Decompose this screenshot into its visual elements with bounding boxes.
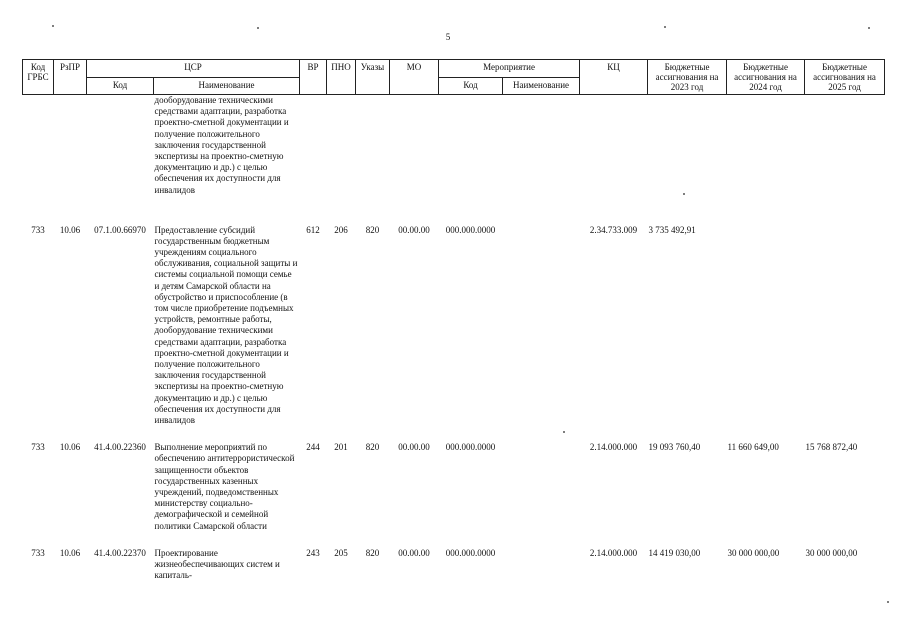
cell-csr-kod: 07.1.00.66970 (94, 224, 146, 235)
cell-grbs: 733 (31, 442, 45, 453)
header-mer-kod: Код (439, 77, 503, 95)
cell-name (154, 217, 300, 435)
cell-kc: 2.34.733.009 (589, 224, 638, 235)
cell-name-text: дооборудование техническими средствами адаптации, разработка проектно-сметной документации и получение положительного заключения государственной экспертизы на проектно-сметную документацию и др.) с целью обеспечения их доступности для инвалидов (154, 95, 289, 195)
cell-pno: 206 (334, 224, 348, 235)
cell-csr-kod: 41.4.00.22360 (94, 442, 146, 453)
scan-speck (664, 26, 666, 28)
cell-csr-kod (87, 95, 154, 217)
cell-mer-kod: 000.000.0000 (445, 547, 496, 558)
cell-mo: 00.00.00 (398, 224, 430, 235)
cell-mer-name (503, 95, 580, 217)
cell-budget-2023: 19 093 760,40 (648, 442, 701, 453)
cell-rzpr: 10.06 (59, 224, 81, 235)
cell-rzpr: 10.06 (59, 442, 81, 453)
cell-mer-kod: 000.000.0000 (445, 442, 496, 453)
header-csr-kod: Код (87, 77, 154, 95)
table-row (23, 434, 885, 540)
cell-mer-kod (439, 95, 503, 217)
header-csr-name: Наименование (154, 77, 300, 95)
table-row (23, 95, 885, 217)
budget-table (22, 59, 885, 589)
cell-name (154, 540, 300, 590)
cell-budget-2023: 3 735 492,91 (648, 224, 696, 235)
header-budget-2024: Бюджетные ассигнования на 2024 год (727, 60, 805, 95)
header-rzpr: РзПР (54, 60, 87, 95)
scan-speck (887, 601, 889, 603)
cell-budget-2023 (648, 95, 727, 217)
cell-ukazy (356, 95, 390, 217)
header-ukazy: Указы (356, 60, 390, 95)
header-csr: ЦСР (87, 60, 300, 78)
cell-budget-2025 (805, 217, 885, 435)
cell-vr (300, 95, 327, 217)
header-kc: КЦ (580, 60, 648, 95)
cell-budget-2024 (727, 217, 805, 435)
cell-mer-kod: 000.000.0000 (445, 224, 496, 235)
header-mer-name: Наименование (503, 77, 580, 95)
cell-ukazy: 820 (365, 224, 380, 235)
table-row (23, 217, 885, 435)
cell-mo: 00.00.00 (398, 547, 430, 558)
header-vr: ВР (300, 60, 327, 95)
cell-grbs (23, 95, 54, 217)
cell-name (154, 434, 300, 540)
cell-vr: 243 (306, 547, 320, 558)
table-row (23, 540, 885, 590)
cell-vr: 244 (306, 442, 320, 453)
cell-budget-2024: 30 000 000,00 (727, 547, 780, 558)
cell-kc: 2.14.000.000 (589, 442, 638, 453)
cell-mer-name (503, 217, 580, 435)
header-budget-2023: Бюджетные ассигнования на 2023 год (648, 60, 727, 95)
table-body (23, 95, 885, 590)
cell-budget-2023: 14 419 030,00 (648, 547, 701, 558)
cell-pno (327, 95, 356, 217)
cell-vr: 612 (306, 224, 320, 235)
cell-name-text: Выполнение мероприятий по обеспечению антитеррористической защищенности объектов государственных казенных учреждений, подведомственных министерству социально-демографической и семейной политики Самарской области (154, 442, 295, 531)
cell-budget-2024: 11 660 649,00 (727, 442, 779, 453)
header-mo: МО (390, 60, 439, 95)
cell-mo: 00.00.00 (398, 442, 430, 453)
cell-pno: 201 (334, 442, 348, 453)
header-kod-grbs: Код ГРБС (23, 60, 54, 95)
header-budget-2025: Бюджетные ассигнования на 2025 год (805, 60, 885, 95)
cell-name (154, 95, 300, 217)
cell-budget-2025: 15 768 872,40 (805, 442, 858, 453)
cell-grbs: 733 (31, 547, 45, 558)
scan-speck (257, 27, 259, 29)
scan-speck (52, 25, 54, 27)
cell-kc: 2.14.000.000 (589, 547, 638, 558)
cell-budget-2025: 30 000 000,00 (805, 547, 858, 558)
scan-speck (868, 27, 870, 29)
header-pno: ПНО (327, 60, 356, 95)
cell-mo (390, 95, 439, 217)
cell-budget-2025 (805, 95, 885, 217)
cell-ukazy: 820 (365, 442, 380, 453)
cell-rzpr: 10.06 (59, 547, 81, 558)
header-meropriyatie: Мероприятие (439, 60, 580, 78)
cell-mer-name (503, 434, 580, 540)
cell-grbs: 733 (31, 224, 45, 235)
cell-mer-name (503, 540, 580, 590)
cell-name-text: Проектирование жизнеобеспечивающих систем и капиталь- (154, 547, 280, 581)
cell-pno: 205 (334, 547, 348, 558)
cell-rzpr (54, 95, 87, 217)
page-number: 5 (445, 32, 451, 42)
cell-csr-kod: 41.4.00.22370 (94, 547, 146, 558)
cell-kc (580, 95, 648, 217)
table-header (23, 60, 885, 95)
cell-ukazy: 820 (365, 547, 380, 558)
cell-budget-2024 (727, 95, 805, 217)
cell-name-text: Предоставление субсидий государственным бюджетным учреждениям социального обслуживания, социальной защиты и системы социальной помощи семье и детям Самарской области на обустройство и приспособление (в том числе приобретение подъемных устройств, ремонтные работы, дооборудование техническими средствами адаптации, разработка проектно-сметной документации и получение положительного заключения государственной экспертизы на проектно-сметную документацию и др.) с целью обеспечения их доступности для инвалидов (154, 224, 298, 425)
